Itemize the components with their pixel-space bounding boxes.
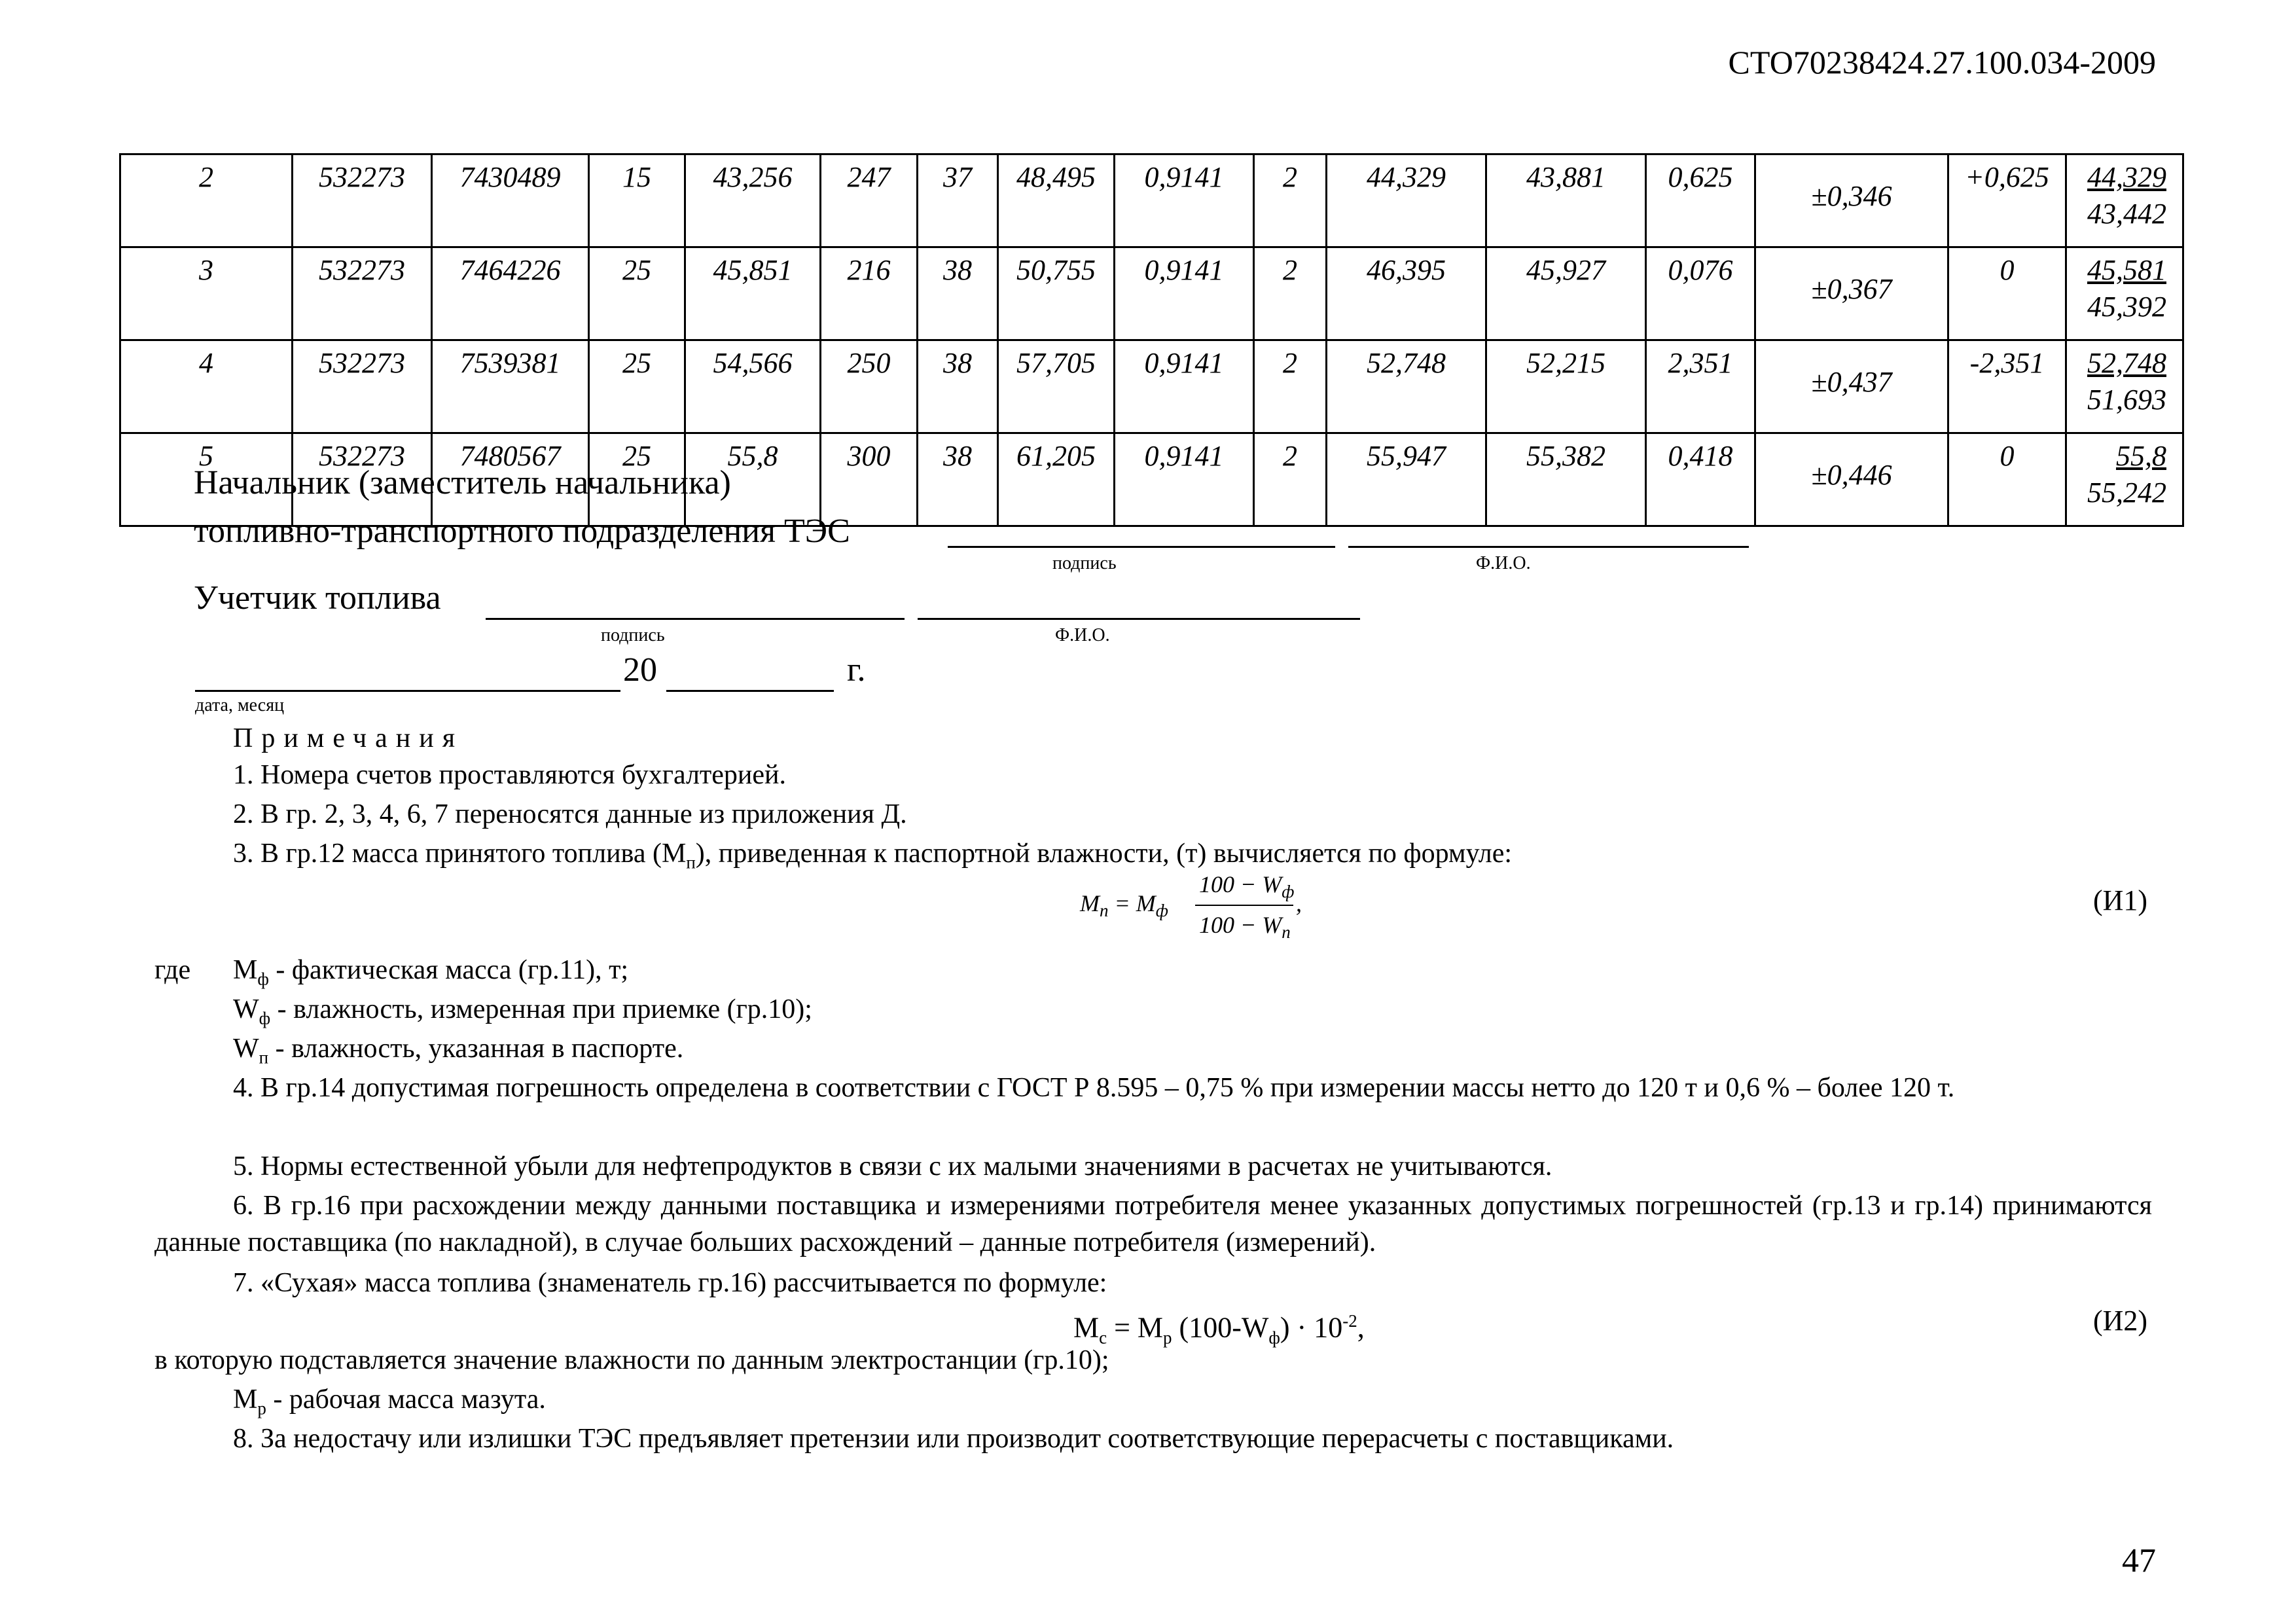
- table-row: [120, 154, 2183, 247]
- where-wf: $W_ф$ - влажность, измеренная при приемке (гр.10);: [233, 994, 812, 1028]
- table-cell: 52,748: [1327, 340, 1486, 433]
- date-line[interactable]: [195, 690, 620, 692]
- accountant-title: Учетчик топлива: [194, 579, 441, 617]
- chief-signature-caption: подпись: [1052, 553, 1117, 573]
- table-cell: 216: [821, 247, 918, 340]
- table-cell: 7464226: [432, 247, 589, 340]
- table-cell-fraction: [2066, 340, 2183, 433]
- table-cell: 25: [589, 433, 685, 526]
- note-8: 8. За недостачу или излишки ТЭС предъявляет претензии или производит соответствующие перерасчеты с поставщиками.: [233, 1424, 1674, 1454]
- table-cell: 250: [821, 340, 918, 433]
- table-row: [120, 247, 2183, 340]
- document-code: СТО70238424.27.100.034-2009: [1728, 44, 2156, 81]
- table-cell: 50,755: [998, 247, 1115, 340]
- table-cell: 7539381: [432, 340, 589, 433]
- table-cell-fraction: [2066, 154, 2183, 247]
- formula-1-label: (И1): [2093, 884, 2148, 916]
- table-cell: 46,395: [1327, 247, 1486, 340]
- table-cell: +0,625: [1948, 154, 2066, 247]
- note-7: 7. «Сухая» масса топлива (знаменатель гр.16) рассчитывается по формуле:: [233, 1268, 1107, 1298]
- fraction-numerator: 44,329: [2087, 161, 2166, 193]
- accountant-signature-caption: подпись: [601, 625, 665, 645]
- table-cell: 55,8: [685, 433, 821, 526]
- table-cell: 52,215: [1486, 340, 1646, 433]
- table-cell: -2,351: [1948, 340, 2066, 433]
- table-cell: 37: [918, 154, 998, 247]
- table-cell: 532273: [293, 340, 432, 433]
- formula-1-denominator: $100 - W_п$: [1199, 912, 1291, 943]
- table-cell: 61,205: [998, 433, 1115, 526]
- table-cell: 2: [1254, 433, 1327, 526]
- formula-1-numerator: $100 - W_ф$: [1199, 871, 1295, 902]
- formula-1-fraction-bar: [1195, 905, 1293, 906]
- table-cell: 2: [1254, 247, 1327, 340]
- table-cell: 300: [821, 433, 918, 526]
- table-cell-fraction: [2066, 247, 2183, 340]
- table-cell: 7480567: [432, 433, 589, 526]
- table-cell: 48,495: [998, 154, 1115, 247]
- chief-name-caption: Ф.И.О.: [1476, 553, 1531, 573]
- table-cell: 38: [918, 433, 998, 526]
- table-cell: ±0,367: [1755, 247, 1948, 340]
- formula-1-comma: ,: [1296, 890, 1302, 916]
- accountant-name-line[interactable]: [918, 618, 1360, 620]
- year-prefix: 20: [623, 651, 657, 689]
- note-1: 1. Номера счетов проставляются бухгалтерией.: [233, 760, 787, 790]
- table-cell: 7430489: [432, 154, 589, 247]
- where-mf: $М_ф$ - фактическая масса (гр.11), т;: [233, 955, 629, 989]
- year-line[interactable]: [666, 690, 834, 692]
- table-cell: 247: [821, 154, 918, 247]
- fraction-denominator: 51,693: [2087, 384, 2166, 416]
- note-6: 6. В гр.16 при расхождении между данными поставщика и измерениями потребителя менее указанных допустимых погрешностей (гр.13 и гр.14) принимаются данные поставщика (по накладной), в случае больших расхождений – данные потребителя (измерений).: [154, 1191, 2152, 1257]
- table-cell: 55,947: [1327, 433, 1486, 526]
- where-wp: $W_п$ - влажность, указанная в паспорте.: [233, 1034, 684, 1068]
- table-cell: 25: [589, 340, 685, 433]
- formula-1-lhs: $M_п = M_ф$: [1080, 890, 1168, 921]
- fraction-numerator: 52,748: [2087, 347, 2166, 379]
- table-cell: ±0,346: [1755, 154, 1948, 247]
- table-cell: 25: [589, 247, 685, 340]
- table-cell: 0: [1948, 433, 2066, 526]
- table-cell: 57,705: [998, 340, 1115, 433]
- where-mr: $М_р$ - рабочая масса мазута.: [233, 1384, 546, 1418]
- table-cell: 5: [120, 433, 293, 526]
- table-cell: 55,382: [1486, 433, 1646, 526]
- table-cell: 45,851: [685, 247, 821, 340]
- table-cell: 2: [1254, 340, 1327, 433]
- table-cell: 0,9141: [1115, 433, 1254, 526]
- table-cell: 0,625: [1646, 154, 1755, 247]
- note-5: 5. Нормы естественной убыли для нефтепродуктов в связи с их малыми значениями в расчетах не учитываются.: [233, 1151, 1552, 1182]
- chief-title-line2: топливно-транспортного подразделения ТЭС: [194, 513, 850, 550]
- formula-2-label: (И2): [2093, 1305, 2148, 1337]
- table-cell: 38: [918, 340, 998, 433]
- table-cell-fraction: [2066, 433, 2183, 526]
- table-cell: 532273: [293, 247, 432, 340]
- fraction-numerator: 55,8: [2116, 440, 2166, 472]
- table-cell: 0,418: [1646, 433, 1755, 526]
- note-2: 2. В гр. 2, 3, 4, 6, 7 переносятся данные из приложения Д.: [233, 799, 907, 829]
- where-label: где: [154, 955, 191, 985]
- fraction-denominator: 43,442: [2087, 198, 2166, 230]
- table-cell: 532273: [293, 433, 432, 526]
- page-number: 47: [2122, 1542, 2156, 1579]
- chief-signature-line[interactable]: [948, 546, 1335, 548]
- notes-heading: Примечания: [233, 723, 464, 753]
- table-cell: ±0,446: [1755, 433, 1948, 526]
- table-cell: 15: [589, 154, 685, 247]
- table-cell: 0: [1948, 247, 2066, 340]
- table-cell: 0,9141: [1115, 247, 1254, 340]
- table-cell: 0,9141: [1115, 154, 1254, 247]
- table-cell: 4: [120, 340, 293, 433]
- fraction-numerator: 45,581: [2087, 254, 2166, 286]
- table-cell: ±0,437: [1755, 340, 1948, 433]
- note-7-after: в которую подставляется значение влажности по данным электростанции (гр.10);: [154, 1345, 1109, 1375]
- table-cell: 2: [1254, 154, 1327, 247]
- table-cell: 2: [120, 154, 293, 247]
- table-cell: 54,566: [685, 340, 821, 433]
- table-cell: 45,927: [1486, 247, 1646, 340]
- table-row: [120, 340, 2183, 433]
- table-cell: 2,351: [1646, 340, 1755, 433]
- table-cell: 0,9141: [1115, 340, 1254, 433]
- fraction-denominator: 45,392: [2087, 291, 2166, 323]
- date-caption: дата, месяц: [195, 695, 285, 715]
- formula-2: $М_с = М_р$ $(100-W_ф) \cdot 10^{-2}$,: [1073, 1311, 1365, 1348]
- year-suffix: г.: [847, 651, 866, 689]
- accountant-signature-line[interactable]: [486, 618, 905, 620]
- table-cell: 3: [120, 247, 293, 340]
- note-4: 4. В гр.14 допустимая погрешность определена в соответствии с ГОСТ Р 8.595 – 0,75 % при измерении массы нетто до 120 т и 0,6 % – более 120 т.: [233, 1073, 1955, 1103]
- chief-title-line1: Начальник (заместитель начальника): [194, 464, 731, 501]
- note-3: 3. В гр.12 масса принятого топлива $(М_п)$, приведенная к паспортной влажности, (т) вычисляется по формуле:: [233, 839, 1513, 873]
- table-cell: 43,881: [1486, 154, 1646, 247]
- accountant-name-caption: Ф.И.О.: [1055, 625, 1110, 645]
- table-cell: 532273: [293, 154, 432, 247]
- table-cell: 44,329: [1327, 154, 1486, 247]
- table-cell: 43,256: [685, 154, 821, 247]
- fraction-denominator: 55,242: [2087, 477, 2166, 509]
- table-cell: 0,076: [1646, 247, 1755, 340]
- chief-name-line[interactable]: [1348, 546, 1749, 548]
- table-cell: 38: [918, 247, 998, 340]
